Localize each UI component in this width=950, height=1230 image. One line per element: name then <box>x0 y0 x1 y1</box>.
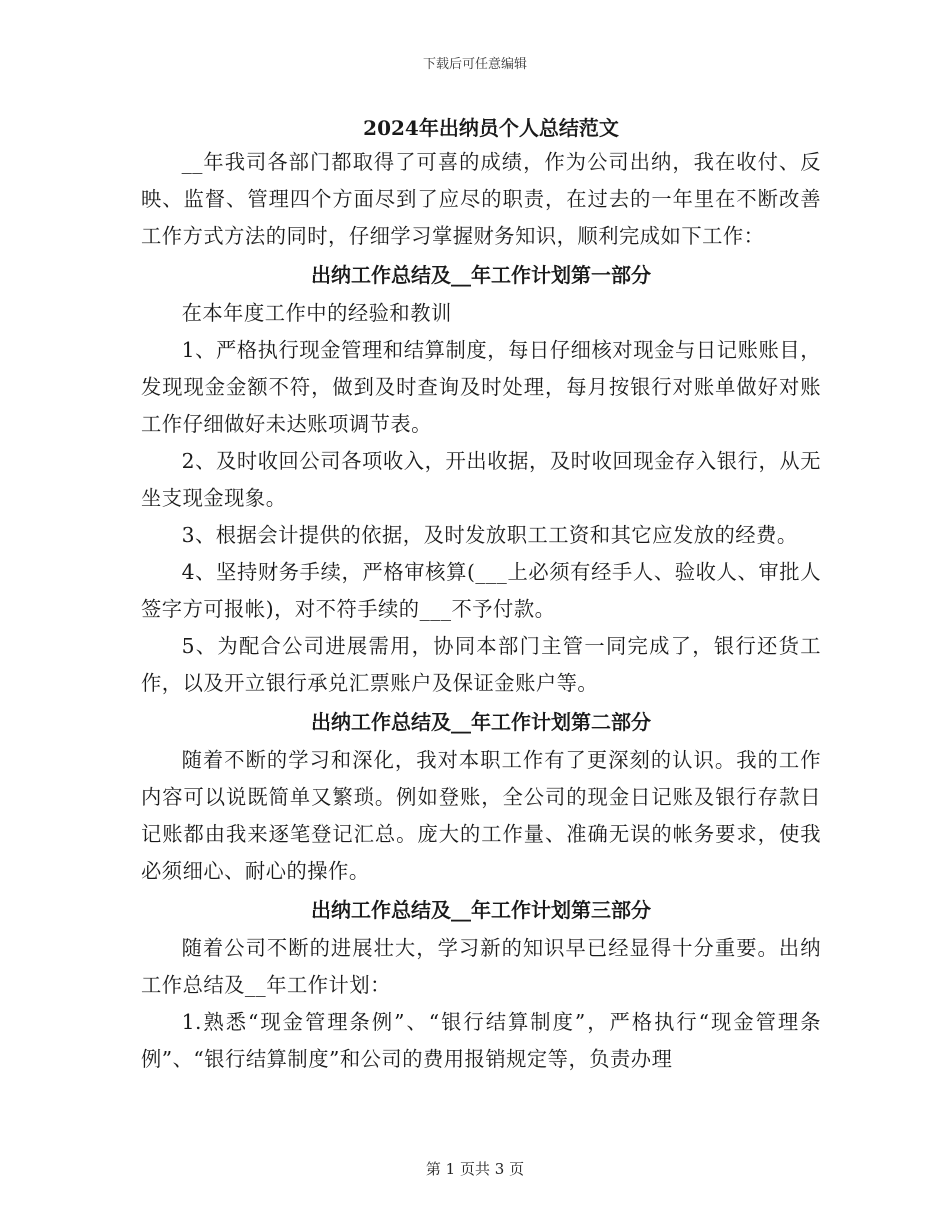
section-1-paragraph-4: 3、根据会计提供的依据，及时发放职工工资和其它应发放的经费。 <box>181 523 798 547</box>
page-number: 第 1 页共 3 页 <box>425 1160 525 1178</box>
section-2-heading: 出纳工作总结及__年工作计划第二部分 <box>311 710 651 734</box>
document-body <box>141 112 821 1078</box>
section-2-paragraph-1: 随着不断的学习和深化，我对本职工作有了更深刻的认识。我的工作内容可以说既简单又繁琐。例如登账，全公司的现金日记账及银行存款日记账都由我来逐笔登记汇总。庞大的工作量、准确无误的帐务要求，使我必须细心、耐心的操作。 <box>141 748 821 883</box>
section-1-heading: 出纳工作总结及__年工作计划第一部分 <box>311 263 651 287</box>
section-1-paragraph-1: 在本年度工作中的经验和教训 <box>181 301 452 325</box>
section-3-heading: 出纳工作总结及__年工作计划第三部分 <box>311 898 651 922</box>
section-3-paragraph-1: 随着公司不断的进展壮大，学习新的知识早已经显得十分重要。出纳工作总结及__年工作计划： <box>141 936 821 997</box>
section-3-paragraph-2: 1.熟悉“现金管理条例”、“银行结算制度”，严格执行“现金管理条例”、“银行结算制度”和公司的费用报销规定等，负责办理 <box>141 1010 821 1071</box>
section-1-paragraph-3: 2、及时收回公司各项收入，开出收据，及时收回现金存入银行，从无坐支现金现象。 <box>141 449 821 510</box>
document-title: 2024年出纳员个人总结范文 <box>363 116 619 140</box>
intro-paragraph: __年我司各部门都取得了可喜的成绩，作为公司出纳，我在收付、反映、监督、管理四个方面尽到了应尽的职责，在过去的一年里在不断改善工作方式方法的同时，仔细学习掌握财务知识，顺利完成如下工作： <box>141 150 821 248</box>
section-1-paragraph-2: 1、严格执行现金管理和结算制度，每日仔细核对现金与日记账账目，发现现金金额不符，做到及时查询及时处理，每月按银行对账单做好对账工作仔细做好未达账项调节表。 <box>141 338 821 436</box>
page-header-note: 下载后可任意编辑 <box>422 57 527 72</box>
section-1-paragraph-6: 5、为配合公司进展需用，协同本部门主管一同完成了，银行还货工作，以及开立银行承兑汇票账户及保证金账户等。 <box>141 634 821 695</box>
section-1-paragraph-5: 4、坚持财务手续，严格审核算(___上必须有经手人、验收人、审批人签字方可报帐)，对不符手续的___不予付款。 <box>141 560 821 621</box>
